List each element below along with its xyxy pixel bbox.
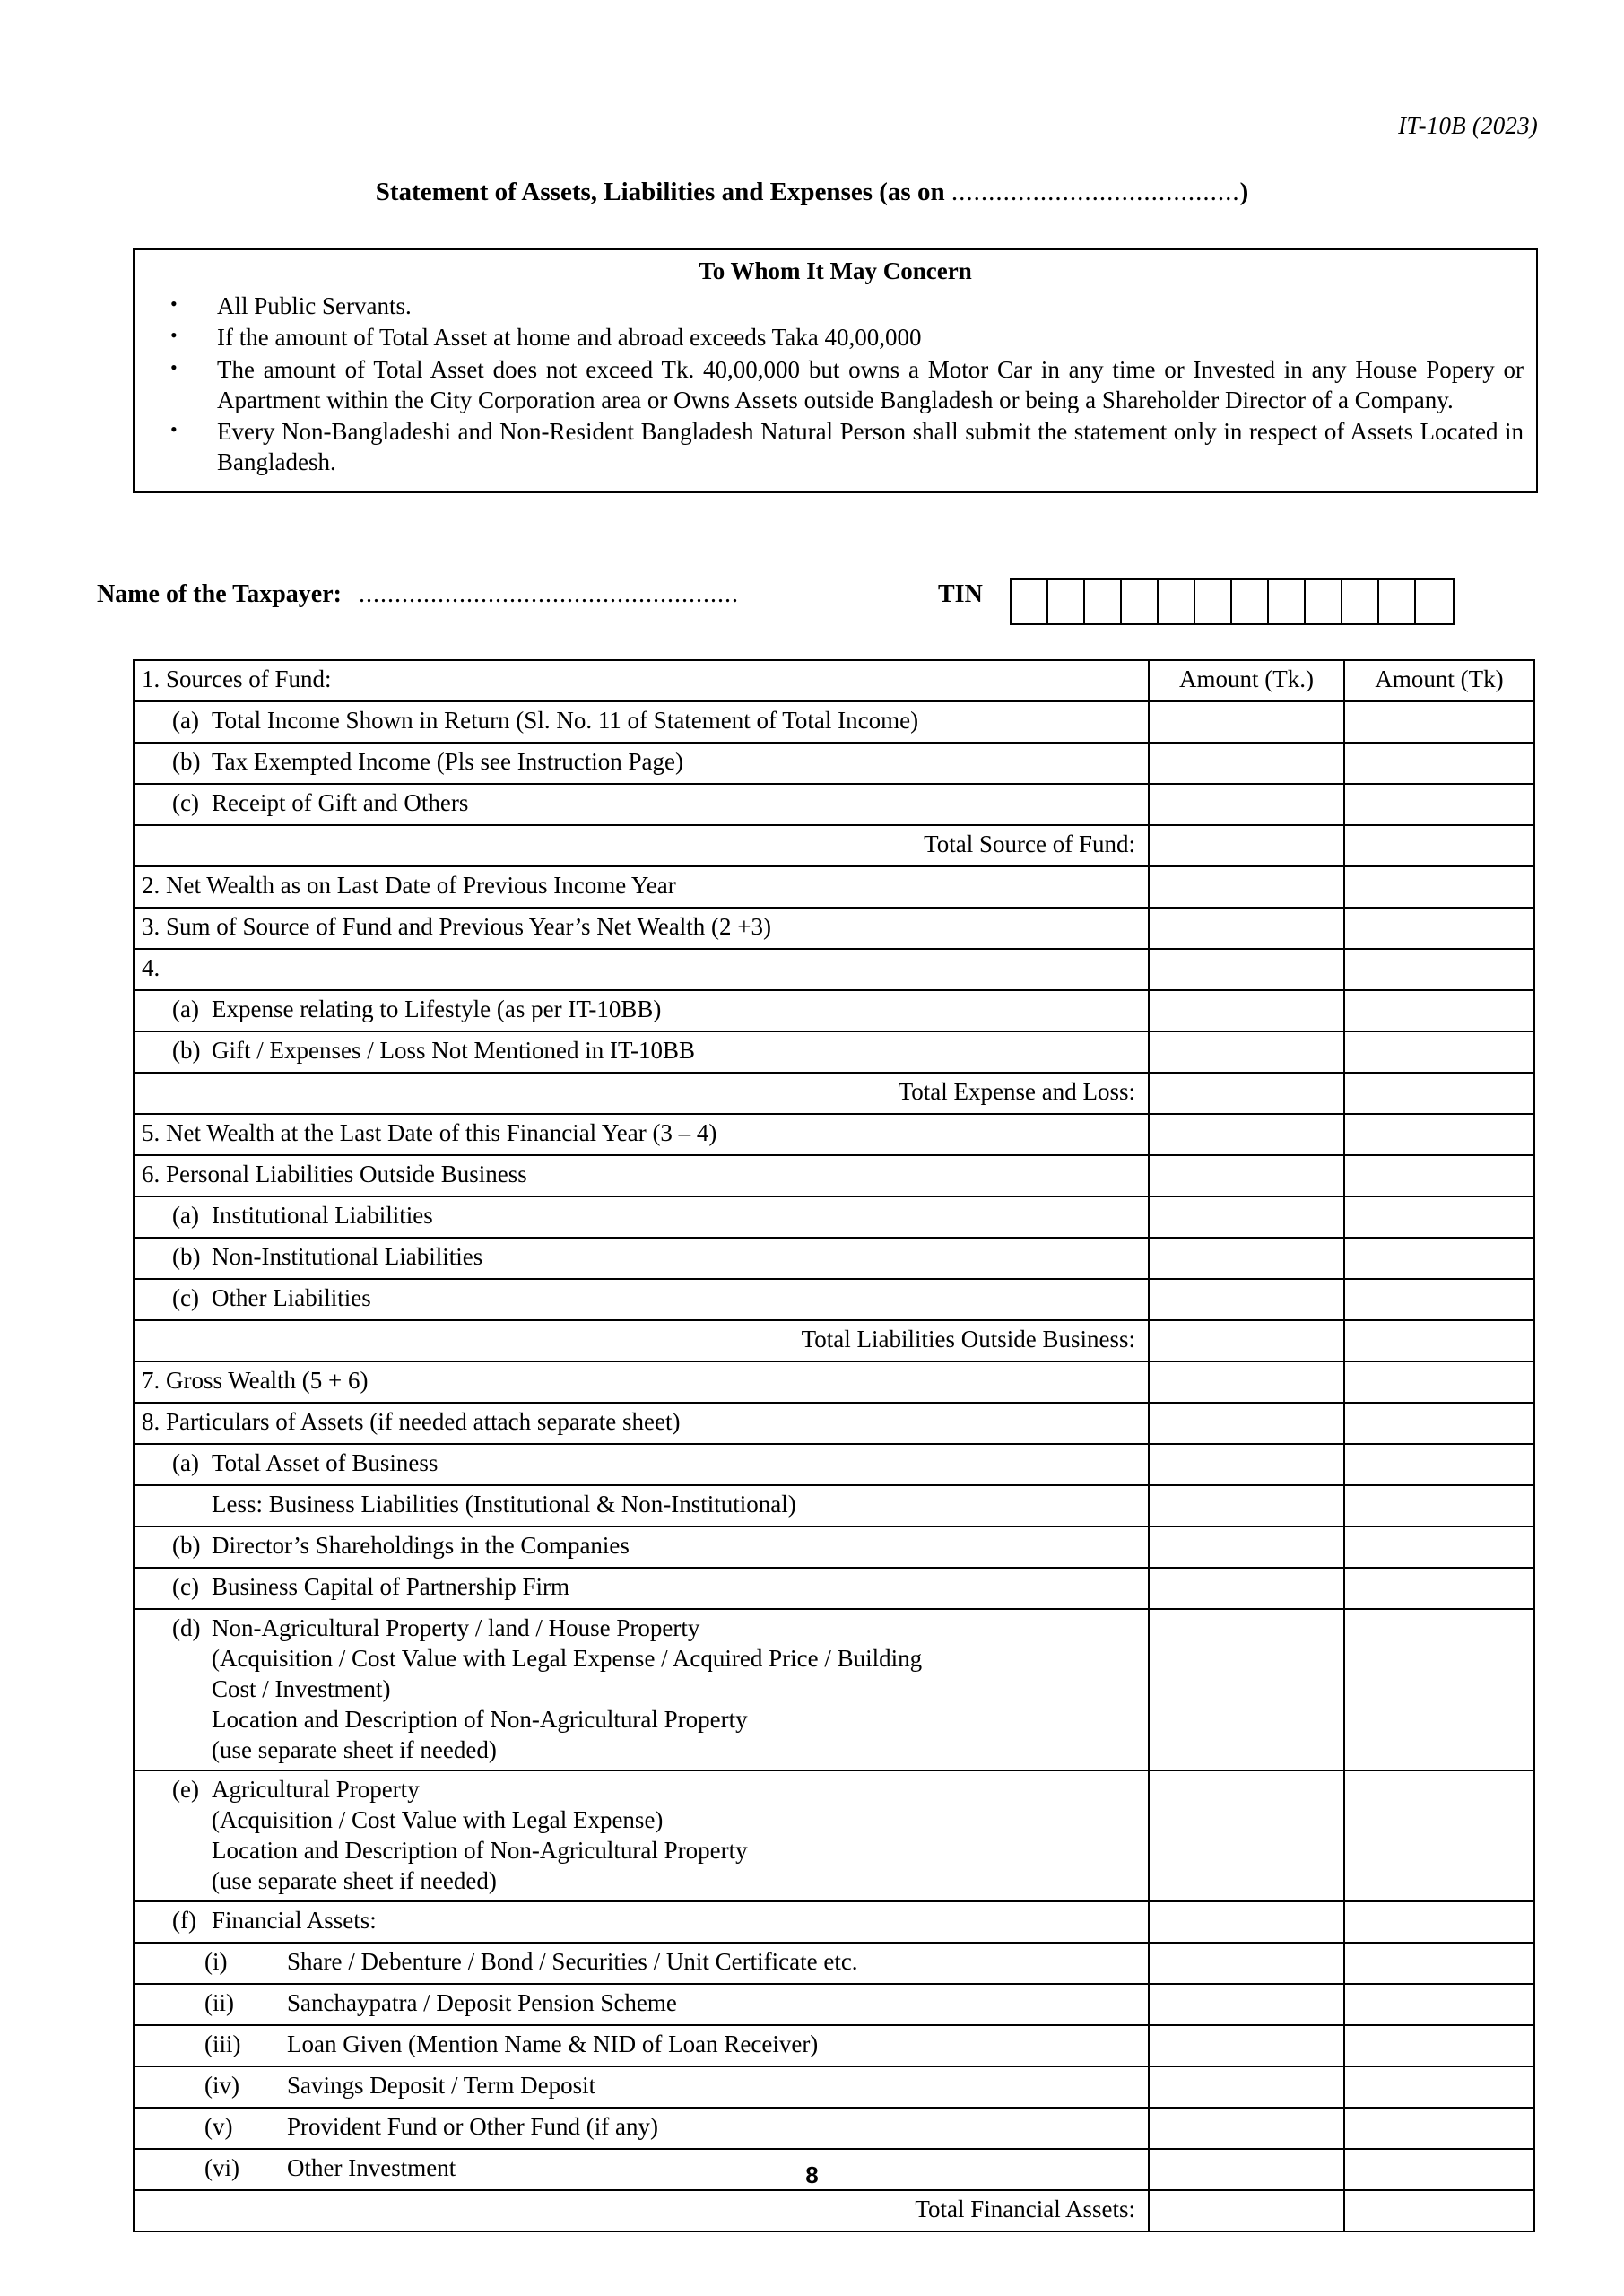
table-row bbox=[134, 2025, 1534, 2066]
row-marker: (b) bbox=[172, 1532, 201, 1559]
page-title-close-paren: ) bbox=[1239, 178, 1249, 206]
table-row bbox=[134, 1238, 1534, 1279]
amount-1-cell[interactable] bbox=[1149, 990, 1344, 1031]
amount-1-cell[interactable] bbox=[1149, 784, 1344, 825]
row-label: Business Capital of Partnership Firm bbox=[212, 1573, 569, 1600]
amount-2-cell[interactable] bbox=[1344, 1609, 1534, 1770]
page-title-text: Statement of Assets, Liabilities and Expenses (as on bbox=[375, 178, 945, 206]
amount-1-cell[interactable] bbox=[1149, 908, 1344, 949]
column-header-label: 1. Sources of Fund: bbox=[134, 660, 1149, 701]
table-row bbox=[134, 743, 1534, 784]
amount-2-cell[interactable] bbox=[1344, 1073, 1534, 1114]
row-subline: (Acquisition / Cost Value with Legal Expense / Acquired Price / Building bbox=[212, 1645, 923, 1673]
amount-2-cell[interactable] bbox=[1344, 1568, 1534, 1609]
amount-1-cell[interactable] bbox=[1149, 1320, 1344, 1361]
row-label-cell bbox=[134, 1114, 1149, 1155]
notice-item-text: Every Non-Bangladeshi and Non-Resident Bangladesh Natural Person shall submit the statement only in respect of Assets Located in Bangladesh. bbox=[217, 418, 1524, 476]
tin-digit-cell[interactable] bbox=[1416, 580, 1453, 623]
assets-liabilities-table-body bbox=[134, 660, 1534, 2231]
row-label: Director’s Shareholdings in the Companies bbox=[212, 1532, 630, 1559]
amount-1-cell[interactable] bbox=[1149, 2066, 1344, 2108]
row-marker: (i) bbox=[204, 1948, 228, 1976]
amount-1-cell[interactable] bbox=[1149, 1196, 1344, 1238]
row-label: Savings Deposit / Term Deposit bbox=[287, 2072, 596, 2100]
row-label-cell bbox=[134, 743, 1149, 784]
row-label: Less: Business Liabilities (Institutional & Non-Institutional) bbox=[212, 1491, 796, 1518]
amount-2-cell[interactable] bbox=[1344, 743, 1534, 784]
row-total-label-cell: Total Liabilities Outside Business: bbox=[134, 1320, 1149, 1361]
tin-digit-cell[interactable] bbox=[1048, 580, 1085, 623]
row-label: 3. Sum of Source of Fund and Previous Year’s Net Wealth (2 +3) bbox=[142, 913, 771, 940]
row-label: 4. bbox=[142, 954, 161, 981]
amount-2-cell[interactable] bbox=[1344, 1279, 1534, 1320]
row-label: Receipt of Gift and Others bbox=[212, 789, 469, 816]
tin-digit-cell[interactable] bbox=[1232, 580, 1269, 623]
amount-2-cell[interactable] bbox=[1344, 1155, 1534, 1196]
row-marker: (a) bbox=[172, 707, 199, 734]
amount-2-cell[interactable] bbox=[1344, 2025, 1534, 2066]
amount-2-cell[interactable] bbox=[1344, 2190, 1534, 2231]
row-label-cell bbox=[134, 1609, 1149, 1770]
row-label: Expense relating to Lifestyle (as per IT-10BB) bbox=[212, 996, 662, 1022]
tin-digit-cell[interactable] bbox=[1195, 580, 1232, 623]
notice-box-title: To Whom It May Concern bbox=[699, 257, 972, 284]
row-subline: Cost / Investment) bbox=[212, 1675, 391, 1703]
page-title-dotted-blank: ....................................... bbox=[951, 178, 1240, 206]
row-label: Provident Fund or Other Fund (if any) bbox=[287, 2113, 658, 2141]
amount-2-cell[interactable] bbox=[1344, 1984, 1534, 2025]
table-row bbox=[134, 1031, 1534, 1073]
row-subline: Location and Description of Non-Agricultural Property bbox=[212, 1706, 748, 1734]
row-label-cell bbox=[134, 866, 1149, 908]
row-label: 7. Gross Wealth (5 + 6) bbox=[142, 1367, 369, 1394]
amount-1-cell[interactable] bbox=[1149, 825, 1344, 866]
row-label-cell bbox=[134, 1238, 1149, 1279]
form-code-id: IT-10B bbox=[1398, 112, 1466, 139]
row-label-cell bbox=[134, 1526, 1149, 1568]
row-label-cell bbox=[134, 1770, 1149, 1901]
row-label-cell bbox=[134, 2025, 1149, 2066]
table-row bbox=[134, 1770, 1534, 1901]
row-label: Total Income Shown in Return (Sl. No. 11 of Statement of Total Income) bbox=[212, 707, 919, 734]
row-total-label-cell: Total Financial Assets: bbox=[134, 2190, 1149, 2231]
amount-2-cell[interactable] bbox=[1344, 1444, 1534, 1485]
row-label-cell bbox=[134, 1155, 1149, 1196]
amount-2-cell[interactable] bbox=[1344, 908, 1534, 949]
table-row bbox=[134, 1485, 1534, 1526]
row-label: Other Investment bbox=[287, 2154, 456, 2182]
amount-1-cell[interactable] bbox=[1149, 1073, 1344, 1114]
table-row bbox=[134, 1943, 1534, 1984]
amount-1-cell[interactable] bbox=[1149, 1238, 1344, 1279]
amount-1-cell[interactable] bbox=[1149, 1031, 1344, 1073]
table-header-row bbox=[134, 660, 1534, 701]
row-label-cell bbox=[134, 1943, 1149, 1984]
amount-1-cell[interactable] bbox=[1149, 1770, 1344, 1901]
row-label-cell bbox=[134, 1568, 1149, 1609]
bullet-icon: • bbox=[170, 418, 178, 441]
amount-1-cell[interactable] bbox=[1149, 1526, 1344, 1568]
row-label: 8. Particulars of Assets (if needed attach separate sheet) bbox=[142, 1408, 681, 1435]
table-row bbox=[134, 825, 1534, 866]
taxpayer-name-input[interactable]: ..................................................... bbox=[359, 580, 739, 608]
amount-1-cell[interactable] bbox=[1149, 2108, 1344, 2149]
amount-2-cell[interactable] bbox=[1344, 949, 1534, 990]
row-label: Total Asset of Business bbox=[212, 1449, 439, 1476]
row-label-cell bbox=[134, 949, 1149, 990]
amount-2-cell[interactable] bbox=[1344, 2066, 1534, 2108]
taxpayer-name-label: Name of the Taxpayer: bbox=[97, 580, 342, 608]
row-label-cell bbox=[134, 990, 1149, 1031]
tin-label: TIN bbox=[938, 580, 983, 608]
row-marker: (c) bbox=[172, 1573, 199, 1600]
row-marker: (a) bbox=[172, 1449, 199, 1476]
table-row bbox=[134, 990, 1534, 1031]
row-label-cell bbox=[134, 1901, 1149, 1943]
table-row bbox=[134, 1361, 1534, 1403]
amount-2-cell[interactable] bbox=[1344, 1196, 1534, 1238]
row-label-cell bbox=[134, 1444, 1149, 1485]
row-marker: (a) bbox=[172, 996, 199, 1022]
amount-1-cell[interactable] bbox=[1149, 2025, 1344, 2066]
row-total-label-cell: Total Source of Fund: bbox=[134, 825, 1149, 866]
row-label: Share / Debenture / Bond / Securities / Unit Certificate etc. bbox=[287, 1948, 858, 1976]
row-label-cell bbox=[134, 908, 1149, 949]
form-code-year: (2023) bbox=[1472, 112, 1538, 139]
row-marker: (ii) bbox=[204, 1989, 234, 2017]
notice-list bbox=[147, 291, 1524, 478]
row-label: Sanchaypatra / Deposit Pension Scheme bbox=[287, 1989, 677, 2017]
table-row bbox=[134, 784, 1534, 825]
tin-digit-cell[interactable] bbox=[1379, 580, 1416, 623]
amount-1-cell[interactable] bbox=[1149, 2190, 1344, 2231]
amount-2-cell[interactable] bbox=[1344, 866, 1534, 908]
table-row bbox=[134, 2066, 1534, 2108]
row-label-cell bbox=[134, 1984, 1149, 2025]
amount-1-cell[interactable] bbox=[1149, 1943, 1344, 1984]
tin-digit-cell[interactable] bbox=[1159, 580, 1195, 623]
page-number: 8 bbox=[805, 2161, 819, 2188]
tin-input-boxes[interactable] bbox=[1010, 578, 1455, 625]
amount-1-cell[interactable] bbox=[1149, 866, 1344, 908]
row-label: 6. Personal Liabilities Outside Business bbox=[142, 1161, 527, 1187]
amount-2-cell[interactable] bbox=[1344, 784, 1534, 825]
notice-item-text: The amount of Total Asset does not exceed Tk. 40,00,000 but owns a Motor Car in any time or Invested in any House Popery or Apartment within the City Corporation area or Owns Assets outside Bangladesh or being a Shareholder Director of a Company. bbox=[217, 355, 1524, 413]
table-row bbox=[134, 1526, 1534, 1568]
table-row bbox=[134, 908, 1534, 949]
row-marker: (v) bbox=[204, 2113, 233, 2141]
row-label-cell bbox=[134, 784, 1149, 825]
row-marker: (e) bbox=[172, 1776, 199, 1804]
row-label: Financial Assets: bbox=[212, 1907, 377, 1935]
table-row bbox=[134, 866, 1534, 908]
row-subline: Location and Description of Non-Agricultural Property bbox=[212, 1837, 748, 1865]
amount-1-cell[interactable] bbox=[1149, 743, 1344, 784]
row-label: Non-Agricultural Property / land / House Property bbox=[212, 1614, 700, 1641]
row-total-label-cell: Total Expense and Loss: bbox=[134, 1073, 1149, 1114]
table-row bbox=[134, 701, 1534, 743]
amount-2-cell[interactable] bbox=[1344, 1526, 1534, 1568]
notice-box bbox=[133, 248, 1538, 493]
notice-item-text: If the amount of Total Asset at home and abroad exceeds Taka 40,00,000 bbox=[217, 324, 922, 352]
row-marker: (f) bbox=[172, 1907, 196, 1935]
amount-2-cell[interactable] bbox=[1344, 1770, 1534, 1901]
row-label-cell bbox=[134, 1361, 1149, 1403]
row-label: 2. Net Wealth as on Last Date of Previous Income Year bbox=[142, 872, 676, 899]
table-row bbox=[134, 1568, 1534, 1609]
row-marker: (d) bbox=[172, 1614, 201, 1641]
amount-1-cell[interactable] bbox=[1149, 1609, 1344, 1770]
row-label-cell bbox=[134, 1196, 1149, 1238]
row-label-cell bbox=[134, 1485, 1149, 1526]
row-label: Non-Institutional Liabilities bbox=[212, 1243, 483, 1270]
row-label: Tax Exempted Income (Pls see Instruction Page) bbox=[212, 748, 683, 775]
row-marker: (b) bbox=[172, 1243, 201, 1270]
table-row bbox=[134, 1196, 1534, 1238]
row-label: Gift / Expenses / Loss Not Mentioned in IT-10BB bbox=[212, 1037, 695, 1064]
tin-digit-cell[interactable] bbox=[1306, 580, 1342, 623]
list-item bbox=[147, 322, 1524, 352]
amount-2-cell[interactable] bbox=[1344, 1943, 1534, 1984]
row-label-cell bbox=[134, 2066, 1149, 2108]
row-marker: (vi) bbox=[204, 2154, 239, 2182]
row-marker: (iii) bbox=[204, 2031, 241, 2058]
table-row bbox=[134, 1901, 1534, 1943]
amount-1-cell[interactable] bbox=[1149, 949, 1344, 990]
tin-digit-cell[interactable] bbox=[1012, 580, 1048, 623]
amount-2-cell[interactable] bbox=[1344, 2108, 1534, 2149]
list-item bbox=[147, 291, 1524, 321]
table-row bbox=[134, 1403, 1534, 1444]
amount-2-cell[interactable] bbox=[1344, 1403, 1534, 1444]
tin-digit-cell[interactable] bbox=[1269, 580, 1306, 623]
amount-1-cell[interactable] bbox=[1149, 701, 1344, 743]
amount-1-cell[interactable] bbox=[1149, 1568, 1344, 1609]
amount-1-cell[interactable] bbox=[1149, 1114, 1344, 1155]
row-marker: (a) bbox=[172, 1202, 199, 1229]
amount-1-cell[interactable] bbox=[1149, 1485, 1344, 1526]
row-marker: (c) bbox=[172, 1284, 199, 1311]
assets-liabilities-table bbox=[133, 659, 1535, 2232]
table-row bbox=[134, 1609, 1534, 1770]
amount-1-cell[interactable] bbox=[1149, 1155, 1344, 1196]
amount-1-cell[interactable] bbox=[1149, 1984, 1344, 2025]
row-subline: (use separate sheet if needed) bbox=[212, 1736, 497, 1764]
amount-2-cell[interactable] bbox=[1344, 701, 1534, 743]
amount-2-cell[interactable] bbox=[1344, 1361, 1534, 1403]
row-label: Agricultural Property bbox=[212, 1776, 420, 1804]
column-header-amount-1: Amount (Tk.) bbox=[1149, 660, 1344, 701]
amount-2-cell[interactable] bbox=[1344, 1114, 1534, 1155]
column-header-amount-2: Amount (Tk) bbox=[1344, 660, 1534, 701]
table-row bbox=[134, 1320, 1534, 1361]
notice-item-text: All Public Servants. bbox=[217, 292, 412, 319]
row-label: 5. Net Wealth at the Last Date of this Financial Year (3 – 4) bbox=[142, 1119, 717, 1146]
bullet-icon: • bbox=[170, 292, 178, 315]
amount-1-cell[interactable] bbox=[1149, 1444, 1344, 1485]
row-subline: (use separate sheet if needed) bbox=[212, 1867, 497, 1895]
amount-2-cell[interactable] bbox=[1344, 1901, 1534, 1943]
amount-2-cell[interactable] bbox=[1344, 990, 1534, 1031]
row-label-cell bbox=[134, 1031, 1149, 1073]
table-row bbox=[134, 2108, 1534, 2149]
row-label: Institutional Liabilities bbox=[212, 1202, 433, 1229]
row-label-cell bbox=[134, 1279, 1149, 1320]
taxpayer-identity-row bbox=[97, 578, 1532, 627]
list-item bbox=[147, 416, 1524, 478]
table-row bbox=[134, 1444, 1534, 1485]
row-marker: (b) bbox=[172, 748, 201, 775]
list-item bbox=[147, 354, 1524, 416]
amount-1-cell[interactable] bbox=[1149, 1279, 1344, 1320]
bullet-icon: • bbox=[170, 324, 178, 347]
amount-2-cell[interactable] bbox=[1344, 1031, 1534, 1073]
row-marker: (c) bbox=[172, 789, 199, 816]
amount-2-cell[interactable] bbox=[1344, 1238, 1534, 1279]
amount-2-cell[interactable] bbox=[1344, 825, 1534, 866]
row-marker: (b) bbox=[172, 1037, 201, 1064]
tin-digit-cell[interactable] bbox=[1342, 580, 1379, 623]
bullet-icon: • bbox=[170, 355, 178, 378]
row-label: Other Liabilities bbox=[212, 1284, 371, 1311]
table-row bbox=[134, 1155, 1534, 1196]
row-label-cell bbox=[134, 2108, 1149, 2149]
table-row bbox=[134, 1073, 1534, 1114]
table-row bbox=[134, 949, 1534, 990]
amount-1-cell[interactable] bbox=[1149, 1901, 1344, 1943]
row-subline: (Acquisition / Cost Value with Legal Expense) bbox=[212, 1806, 664, 1834]
table-row bbox=[134, 1279, 1534, 1320]
row-marker: (iv) bbox=[204, 2072, 239, 2100]
form-code bbox=[1398, 112, 1538, 140]
amount-2-cell[interactable] bbox=[1344, 1320, 1534, 1361]
tin-digit-cell[interactable] bbox=[1122, 580, 1159, 623]
amount-2-cell[interactable] bbox=[1344, 1485, 1534, 1526]
table-row bbox=[134, 2190, 1534, 2231]
page-title bbox=[0, 178, 1624, 207]
row-label: Loan Given (Mention Name & NID of Loan Receiver) bbox=[287, 2031, 819, 2058]
amount-1-cell[interactable] bbox=[1149, 1361, 1344, 1403]
tin-digit-cell[interactable] bbox=[1085, 580, 1122, 623]
table-row bbox=[134, 1114, 1534, 1155]
row-label-cell bbox=[134, 1403, 1149, 1444]
amount-1-cell[interactable] bbox=[1149, 1403, 1344, 1444]
row-label-cell bbox=[134, 701, 1149, 743]
table-row bbox=[134, 1984, 1534, 2025]
